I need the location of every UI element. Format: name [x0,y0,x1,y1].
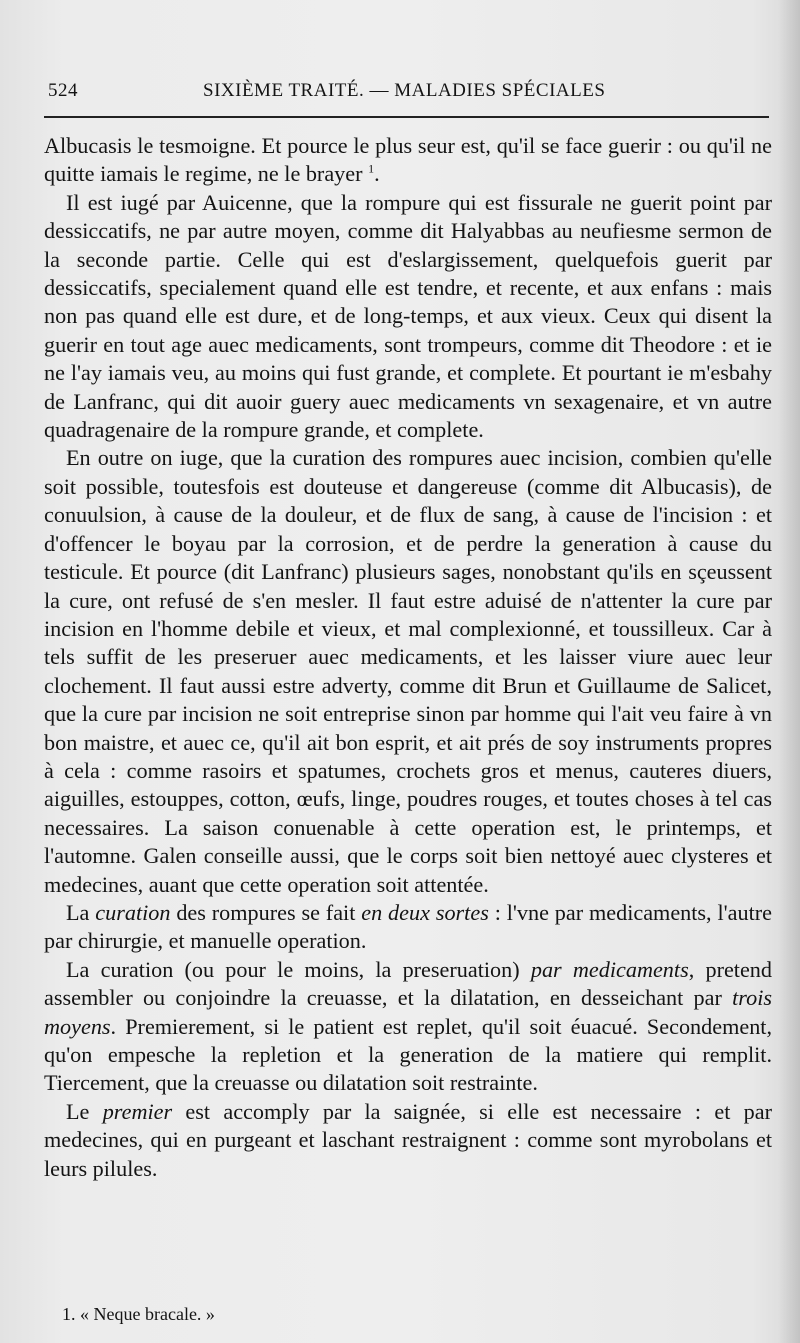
paragraph [44,444,772,899]
paragraph [44,899,772,956]
paragraph-text: La [66,899,96,925]
body-text [44,132,772,1183]
paragraph-text: est accomply par la saignée, si elle est necessaire : et par medecines, qui en purgeant et laschant restraignent : comme sont myrobolans et leurs pilules. [44,1098,772,1181]
paragraph-text: La curation (ou pour le moins, la preseruation) [66,956,531,982]
paragraph [44,1098,772,1183]
footnote-marker: 1. [62,1304,76,1324]
paragraph-text: des rompures se fait [170,899,362,925]
page-edge-shadow [778,0,800,1343]
italic-term: en deux sortes [361,899,489,925]
page-header [48,80,770,110]
italic-term: curation [95,899,171,925]
paragraph [44,189,772,445]
paragraph-text: Le [66,1098,103,1124]
footnote-ref: 1 [368,162,375,177]
page-number: 524 [48,80,78,101]
italic-term: trois moyens [44,985,772,1039]
paragraph-text: : l'vne par medicaments, l'autre par chirurgie, et manuelle operation. [44,899,772,954]
running-head: SIXIÈME TRAITÉ. — MALADIES SPÉCIALES [203,80,606,101]
paragraph-text: . Premierement, si le patient est replet, qu'il soit éuacué. Secondement, qu'on empesche la repletion et la generation de la matiere qui remplit. Tiercement, que la creuasse ou dilatation soit restrainte. [44,1013,772,1096]
paragraph-text: En outre on iuge, que la curation des rompures auec incision, combien qu'elle soit possible, toutesfois est douteuse et dangereuse (comme dit Albucasis), de conuulsion, à cause de la douleur, et de flux de sang, à cause de l'incision : et d'offencer le boyau par la corrosion, et de perdre la generation à cause du testicule. Et pource (dit Lanfranc) plusieurs sages, nonobstant qu'ils en sçeussent la cure, ont refusé de s'en mesler. Il faut estre aduisé de n'attenter la cure par incision en l'homme debile et vieux, et mal complexionné, et toussilleux. Car à tels suffit de les preseruer auec medicaments, et les laisser viure auec leur clochement. Il faut aussi estre adverty, comme dit Brun et Guillaume de Salicet, que la cure par incision ne soit entreprise sinon par homme qui l'ait veu faire à vn bon maistre, et auec ce, qu'il ait bon esprit, et ait prés de soy instruments propres à cela : comme rasoirs et spatumes, crochets gros et menus, cauteres diuers, aiguilles, estouppes, cotton, œufs, linge, poudres rouges, et toutes choses à tel cas necessaires. La saison conuenable à cette operation est, le printemps, et l'automne. Galen conseille aussi, que le corps soit bien nettoyé auec clysteres et medecines, auant que cette operation soit attentée. [44,445,772,897]
paragraph [44,956,772,1098]
footnote [62,1303,215,1325]
paragraph-text: Albucasis le tesmoigne. Et pource le plus seur est, qu'il se face guerir : ou qu'il ne quitte iamais le regime, ne le brayer [44,133,772,187]
footnote-text: « Neque bracale. » [80,1304,215,1324]
paragraph-continuation: Albucasis le tesmoigne. Et pource le plus seur est, qu'il se face guerir : ou qu'il ne quitte iamais le regime, ne le brayer $^1$. [44,133,772,187]
italic-term: par medicaments [530,956,689,982]
header-rule [44,116,769,118]
italic-term: premier [102,1098,173,1124]
paragraph-text: , pretend assembler ou conjoindre la creuasse, et la dilatation, en desseichant par [44,956,772,1011]
paragraph-text: Il est iugé par Auicenne, que la rompure qui est fissurale ne guerit point par dessiccatifs, ne par autre moyen, comme dit Halyabbas au neufiesme sermon de la seconde partie. Celle qui est d'eslargissement, quelquefois guerit par dessiccatifs, specialement quand elle est tendre, et recente, et aux enfans : mais non pas quand elle est dure, et de long-temps, et aux vieux. Ceux qui disent la guerir en tout age auec medicaments, sont trompeurs, comme dit Theodore : et ie ne l'ay iamais veu, au moins qui fust grande, et complete. Et pourtant ie m'esbahy de Lanfranc, qui dit auoir guery auec medicaments vn sexagenaire, et vn autre quadragenaire de la rompure grande, et complete. [44,189,772,443]
